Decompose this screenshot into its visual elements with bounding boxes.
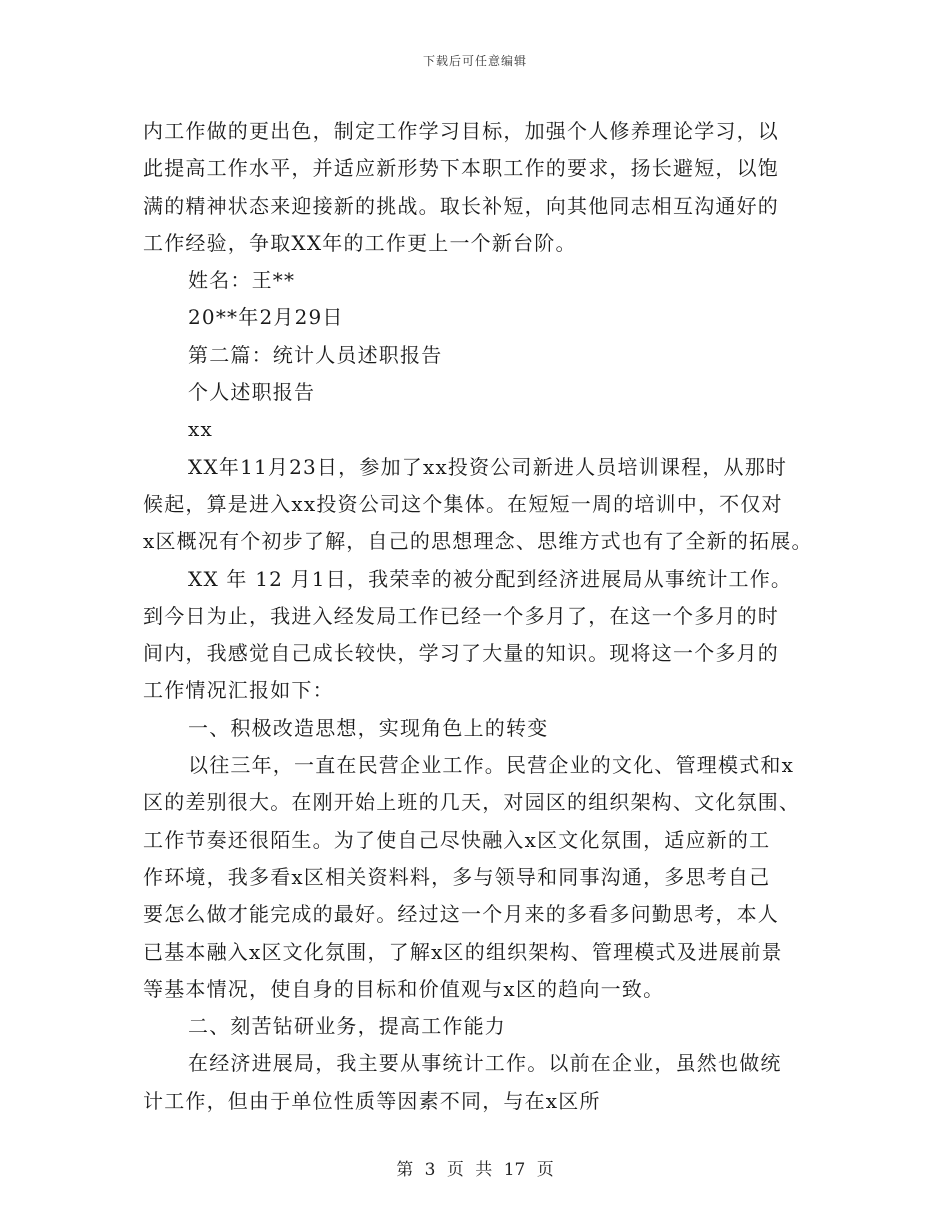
text-line: 已基本融入x区文化氛围，了解x区的组织架构、管理模式及进展前景 [143, 939, 783, 964]
text-line: 内工作做的更出色，制定工作学习目标，加强个人修养理论学习，以 [143, 119, 779, 143]
text-line: 工作情况汇报如下： [143, 678, 334, 703]
signature-name: 姓名：王** [188, 268, 296, 293]
section-heading: 二、刻苦钻研业务，提高工作能力 [188, 1014, 506, 1039]
text-line: 区的差别很大。在刚开始上班的几天，对园区的组织架构、文化氛围、 [143, 790, 801, 815]
section-heading: 一、积极改造思想，实现角色上的转变 [188, 715, 549, 740]
text-line: 候起，算是进入xx投资公司这个集体。在短短一周的培训中，不仅对 [143, 491, 783, 516]
text-line: 等基本情况，使自身的目标和价值观与x区的趋向一致。 [143, 976, 665, 1001]
signature-date: 20**年2月29日 [188, 305, 344, 330]
text-line: 以往三年，一直在民营企业工作。民营企业的文化、管理模式和x [188, 753, 795, 778]
text-line: 工作经验，争取XX年的工作更上一个新台阶。 [143, 230, 577, 255]
text-line: 计工作，但由于单位性质等因素不同，与在x区所 [143, 1088, 601, 1113]
page-footer: 第 3 页 共 17 页 [396, 1160, 554, 1180]
section-title: 第二篇：统计人员述职报告 [188, 342, 443, 367]
text-line: 要怎么做才能完成的最好。经过这一个月来的多看多问勤思考，本人 [143, 902, 779, 927]
document-body [143, 113, 823, 1120]
text-line: 在经济进展局，我主要从事统计工作。以前在企业，虽然也做统 [188, 1051, 782, 1076]
text-line: 到今日为止，我进入经发局工作已经一个多月了，在这一个多月的时 [143, 603, 779, 628]
text-line: 工作节奏还很陌生。为了使自己尽快融入x区文化氛围，适应新的工 [143, 827, 771, 852]
author-name: xx [188, 417, 213, 442]
text-line: 此提高工作水平，并适应新形势下本职工作的要求，扬长避短，以饱 [143, 156, 779, 181]
text-line: 间内，我感觉自己成长较快，学习了大量的知识。现将这一个多月的 [143, 641, 779, 666]
text-line: 作环境，我多看x区相关资料料，多与领导和同事沟通，多思考自己 [143, 864, 771, 889]
text-line: XX 年 12 月1日，我荣幸的被分配到经济进展局从事统计工作。 [188, 566, 793, 591]
text-line: 满的精神状态来迎接新的挑战。取长补短，向其他同志相互沟通好的 [143, 193, 779, 218]
page-header: 下载后可任意编辑 [422, 54, 527, 68]
report-title: 个人述职报告 [188, 380, 316, 405]
text-line: x区概况有个初步了解，自己的思想理念、思维方式也有了全新的拓展。 [143, 529, 813, 554]
text-line: XX年11月23日，参加了xx投资公司新进人员培训课程，从那时 [188, 454, 788, 479]
